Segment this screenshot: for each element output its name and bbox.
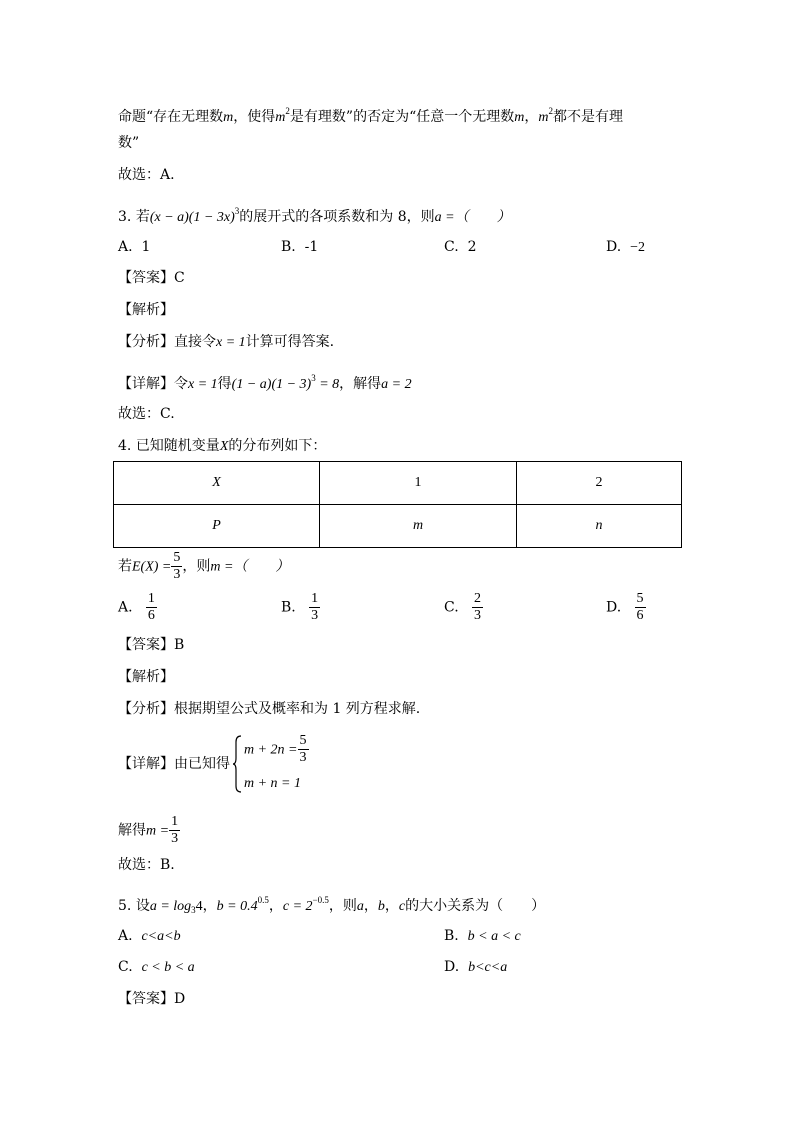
table-cell: m xyxy=(320,505,517,548)
math-m-squared: $m^2$ xyxy=(275,106,290,125)
q4-stem: 4. 已知随机变量X的分布列如下： xyxy=(118,438,327,454)
q5-option-a: A. c<a<b xyxy=(118,928,181,944)
answer-tag: 【答案】 xyxy=(118,270,174,286)
equation-2: m + n = 1 xyxy=(244,776,302,791)
table-cell: 2 xyxy=(517,462,682,505)
table-row xyxy=(114,462,682,505)
q4-condition: 若E(X) = $\frac{5}{3}$ ，则m =（ ） xyxy=(118,550,290,582)
q3-option-c: C. 2 xyxy=(444,239,477,255)
table-cell: 1 xyxy=(320,462,517,505)
q3-detail: 【详解】令x = 1得$(1 - a)(1 - 3)^3 = 8$，解得a = 2 xyxy=(118,373,412,392)
q4-option-d: D. $\frac{5}{6}$ xyxy=(606,591,644,623)
q3-answer xyxy=(118,268,185,288)
intro-line-1 xyxy=(118,101,623,128)
answer-value: C xyxy=(174,270,185,286)
distribution-table xyxy=(113,461,682,548)
q4-option-b: B. $\frac{1}{3}$ xyxy=(281,591,319,623)
q3-stem xyxy=(118,201,511,228)
equation-1: m + 2n = $\frac{5}{3}$ xyxy=(244,733,307,765)
fraction: $\frac{5}{3}$ xyxy=(173,550,181,582)
q5-option-c: C. c < b < a xyxy=(118,959,195,975)
q5-option-d: D. b<c<a xyxy=(444,959,508,975)
q3-option-a: A. 1 xyxy=(118,239,151,255)
text: ， xyxy=(524,109,539,125)
math-m-squared: $m^2$ xyxy=(538,106,553,125)
question-number: 3. xyxy=(118,209,132,225)
math-expression: $(x - a)(1 - 3x)^3$ xyxy=(149,206,240,225)
q4-option-c: C. $\frac{2}{3}$ xyxy=(444,591,482,623)
q4-fenxi: 【分析】根据期望公式及概率和为 1 列方程求解. xyxy=(118,701,421,717)
q3-option-d: D. −2 xyxy=(606,239,645,255)
q5-stem: 5. 设$a = \log_34$，$b = 0.4^{0.5}$，$c = 2^{-0.5}$，则a，b，c的大小关系为（ ） xyxy=(118,895,546,915)
text: 若 xyxy=(135,209,150,225)
q4-detail: 【详解】由已知得 xyxy=(118,756,230,772)
q4-option-a: A. $\frac{1}{6}$ xyxy=(118,591,155,623)
table-cell: X xyxy=(114,462,320,505)
q3-fenxi: 【分析】直接令x = 1计算可得答案. xyxy=(118,334,335,350)
math-m: m xyxy=(514,110,525,125)
q5-option-b: B. b < a < c xyxy=(444,928,521,944)
q4-choice: 故选：B. xyxy=(118,857,175,873)
text: 命题“存在无理数 xyxy=(118,109,224,125)
text: ，使得 xyxy=(233,109,276,125)
intro-line-2: 数” xyxy=(118,135,140,151)
text: 的展开式的各项系数和为 8，则 xyxy=(239,209,435,225)
table-cell: n xyxy=(517,505,682,548)
q4-analysis-tag: 【解析】 xyxy=(118,669,174,685)
q4-solve: 解得m = $\frac{1}{3}$ xyxy=(118,814,179,846)
math-m: m xyxy=(223,110,234,125)
math-ask: a =（ ） xyxy=(434,210,511,225)
table-row xyxy=(114,505,682,548)
q3-analysis-tag: 【解析】 xyxy=(118,302,174,318)
intro-choice: 故选：A. xyxy=(118,167,175,183)
text: 都不是有理 xyxy=(553,109,623,125)
text: 是有理数”的否定为“任意一个无理数 xyxy=(289,109,515,125)
q3-choice: 故选：C. xyxy=(118,406,175,422)
q5-answer: 【答案】D xyxy=(118,991,186,1007)
q3-option-b: B. -1 xyxy=(281,239,319,255)
q4-answer: 【答案】B xyxy=(118,637,185,653)
table-cell: P xyxy=(114,505,320,548)
left-brace-icon xyxy=(232,735,242,793)
